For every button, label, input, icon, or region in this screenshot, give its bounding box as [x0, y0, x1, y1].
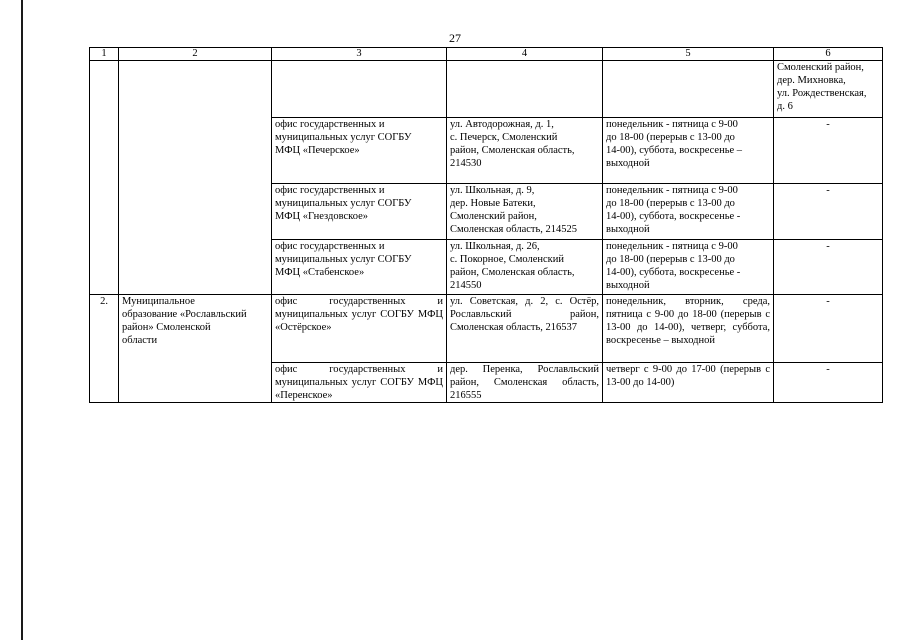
cell-schedule: [603, 61, 774, 118]
header-col-4: 4: [447, 48, 603, 61]
cell-address: [447, 61, 603, 118]
header-col-1: 1: [90, 48, 119, 61]
header-col-5: 5: [603, 48, 774, 61]
header-col-2: 2: [119, 48, 272, 61]
cell-schedule: понедельник - пятница с 9-00 до 18-00 (перерыв с 13-00 до 14-00), суббота, воскресенье - выходной: [603, 240, 774, 295]
cell-office: офис государственных и муниципальных услуг СОГБУ МФЦ «Гнездовское»: [272, 184, 447, 240]
cell-col6: -: [774, 184, 883, 240]
cell-address: дер. Перенка, Рославльский район, Смоленская область, 216555: [447, 363, 603, 403]
cell-municipality-continued: [119, 61, 272, 295]
cell-num: 2.: [90, 295, 119, 403]
cell-col6: -: [774, 118, 883, 184]
cell-col6: -: [774, 363, 883, 403]
cell-col6: -: [774, 295, 883, 363]
table-row: [90, 295, 883, 363]
cell-office: офис государственных и муниципальных услуг СОГБУ МФЦ «Стабенское»: [272, 240, 447, 295]
cell-office: [272, 61, 447, 118]
header-col-3: 3: [272, 48, 447, 61]
cell-address: ул. Школьная, д. 26, с. Покорное, Смоленский район, Смоленская область, 214550: [447, 240, 603, 295]
cell-schedule: понедельник, вторник, среда, пятница с 9-00 до 18-00 (перерыв с 13-00 до 14-00), четверг, суббота, воскресенье – выходной: [603, 295, 774, 363]
cell-office: офис государственных и муниципальных услуг СОГБУ МФЦ «Печерское»: [272, 118, 447, 184]
cell-col6-address: Смоленский район, дер. Михновка, ул. Рождественская, д. 6: [774, 61, 883, 118]
cell-address: ул. Советская, д. 2, с. Остёр, Рославльский район, Смоленская область, 216537: [447, 295, 603, 363]
cell-municipality: Муниципальное образование «Рославльский район» Смоленской области: [119, 295, 272, 403]
header-col-6: 6: [774, 48, 883, 61]
table-row: [90, 61, 883, 118]
cell-schedule: понедельник - пятница с 9-00 до 18-00 (перерыв с 13-00 до 14-00), суббота, воскресенье – выходной: [603, 118, 774, 184]
page-left-border: [21, 0, 23, 640]
cell-address: ул. Автодорожная, д. 1, с. Печерск, Смоленский район, Смоленская область, 214530: [447, 118, 603, 184]
cell-address: ул. Школьная, д. 9, дер. Новые Батеки, Смоленский район, Смоленская область, 214525: [447, 184, 603, 240]
cell-schedule: четверг с 9-00 до 17-00 (перерыв с 13-00 до 14-00): [603, 363, 774, 403]
cell-schedule: понедельник - пятница с 9-00 до 18-00 (перерыв с 13-00 до 14-00), суббота, воскресенье - выходной: [603, 184, 774, 240]
page-number: 27: [449, 31, 461, 45]
cell-num-continued: [90, 61, 119, 295]
cell-col6: -: [774, 240, 883, 295]
table-header-row: [90, 48, 883, 61]
cell-office: офис государственных и муниципальных услуг СОГБУ МФЦ «Перенское»: [272, 363, 447, 403]
offices-table: [89, 47, 883, 403]
cell-office: офис государственных и муниципальных услуг СОГБУ МФЦ «Остёрское»: [272, 295, 447, 363]
